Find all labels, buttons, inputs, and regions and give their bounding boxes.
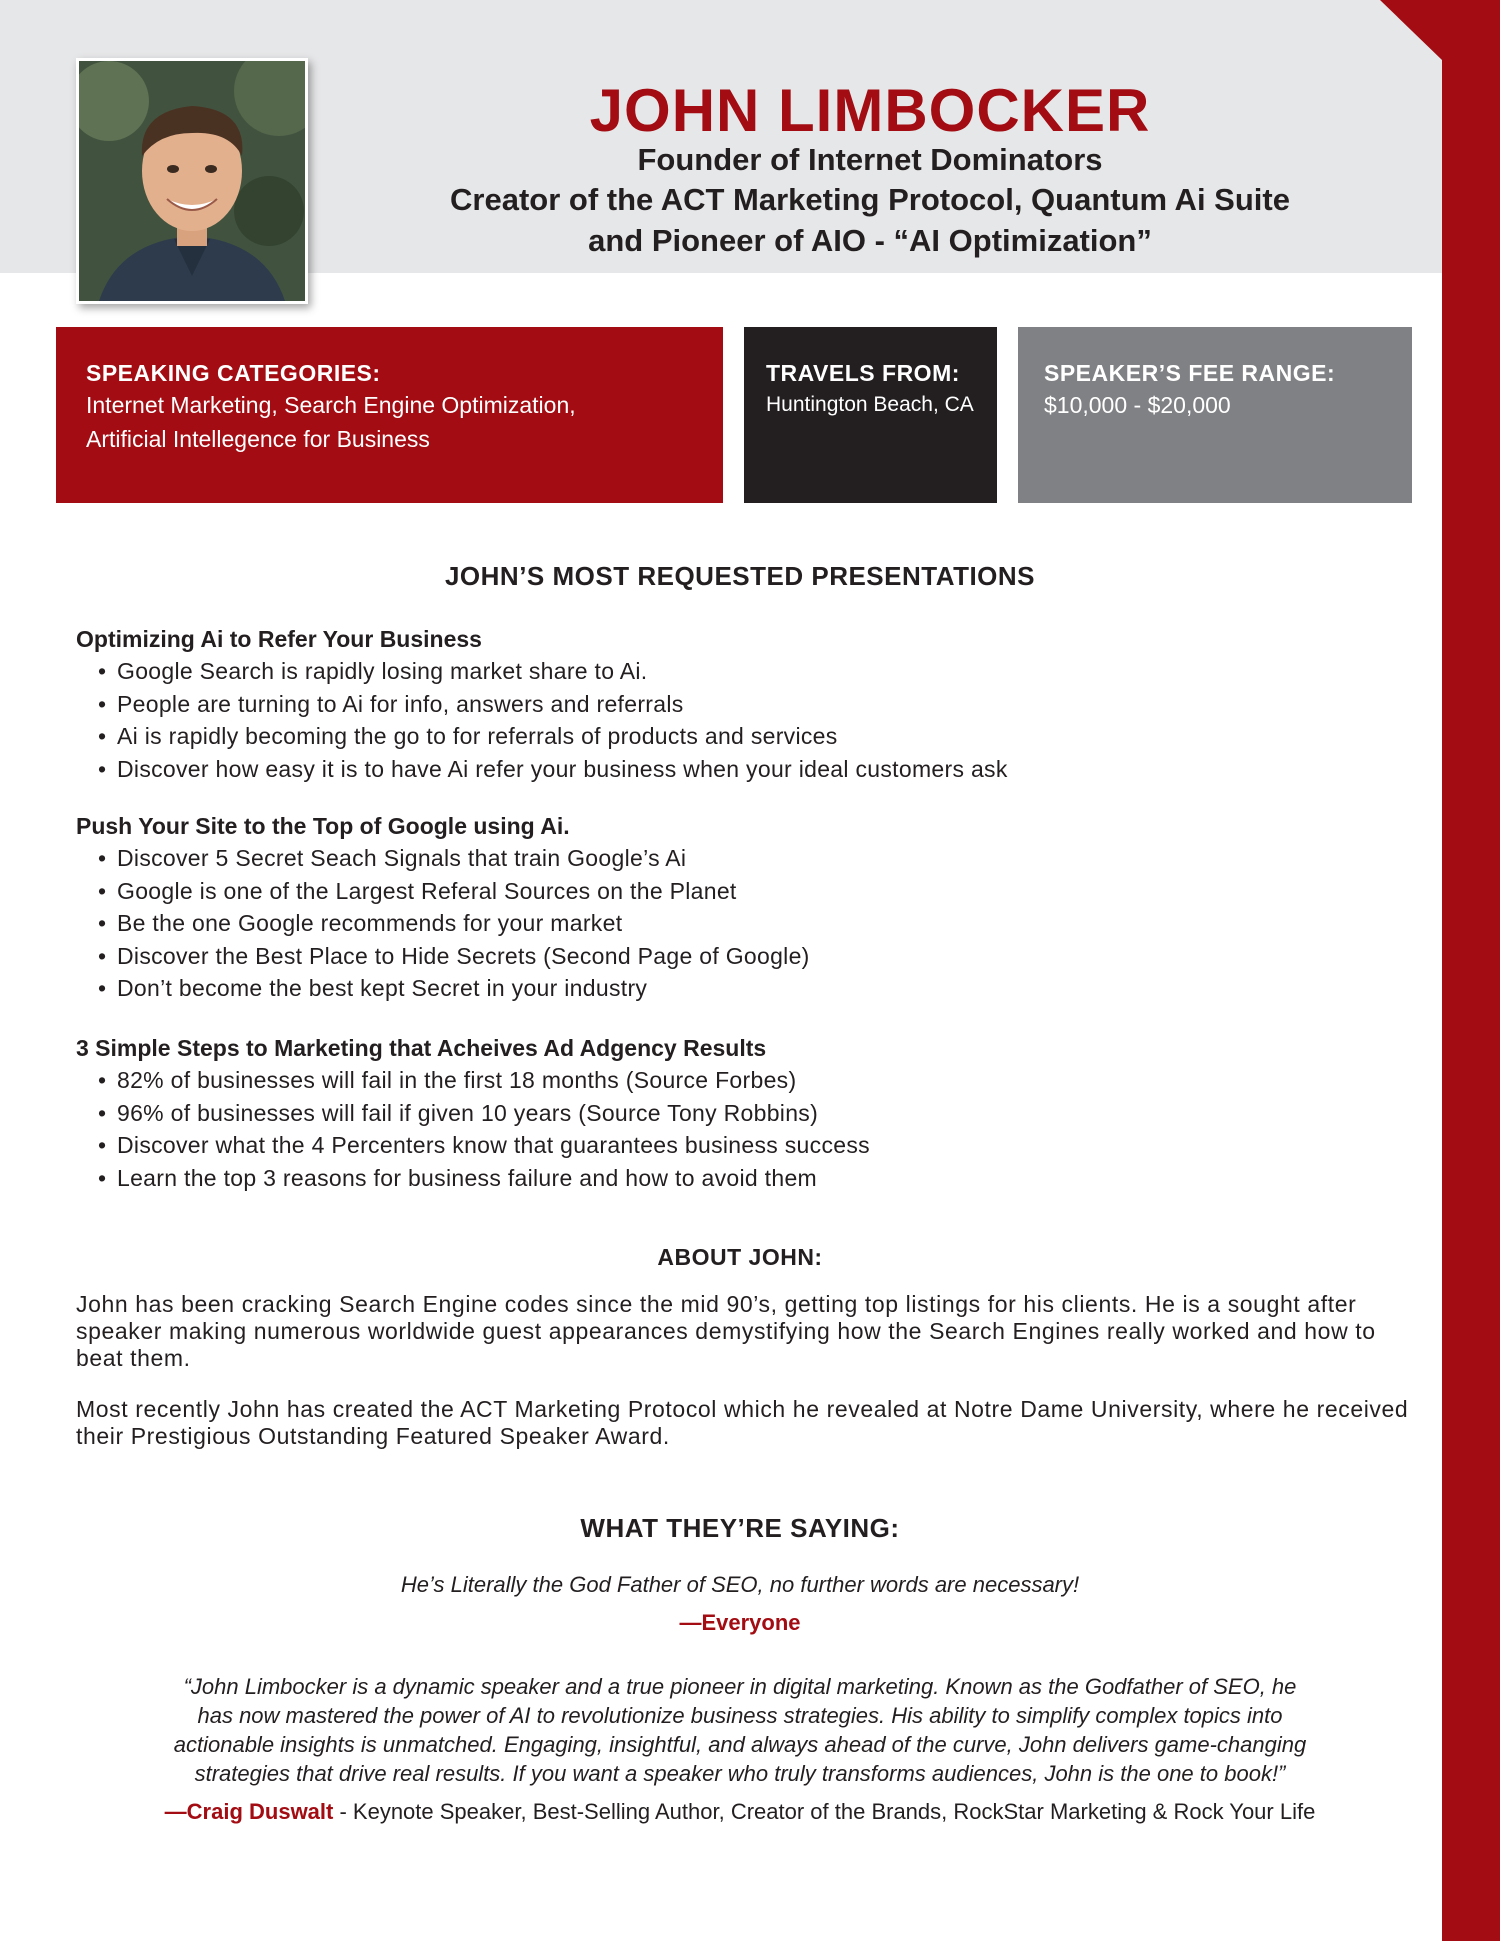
presentations-heading: JOHN’S MOST REQUESTED PRESENTATIONS (444, 561, 1036, 591)
list-item: • Discover how easy it is to have Ai refer your business when your ideal customers ask (98, 755, 1008, 782)
presentation-2 (76, 810, 1396, 1005)
list-item: • 82% of businesses will fail in the first 18 months (Source Forbes) (98, 1067, 797, 1093)
fee-range-value: $10,000 - $20,000 (1044, 392, 1231, 418)
fee-range-box (1018, 327, 1412, 503)
quote-line: has now mastered the power of AI to revolutionize business strategies. His ability to simplify complex topics into (197, 1703, 1283, 1728)
testimonial-quote-1: He’s Literally the God Father of SEO, no further words are necessary! (400, 1572, 1080, 1597)
subtitle-line-1: Founder of Internet Dominators (637, 142, 1103, 177)
testimonial-author-2: —Craig Duswalt (164, 1799, 334, 1824)
travels-from-label: TRAVELS FROM: (766, 360, 960, 386)
about-paragraph-2: Most recently John has created the ACT Marketing Protocol which he revealed at Notre Dame University, where he received their Prestigious Outstanding Featured Speaker Award. (76, 1396, 1409, 1449)
list-item: • Be the one Google recommends for your market (98, 910, 623, 936)
speaking-categories-line-2: Artificial Intellegence for Business (86, 426, 430, 452)
list-item: • Ai is rapidly becoming the go to for referrals of products and services (98, 723, 838, 749)
presentation-title: 3 Simple Steps to Marketing that Acheives Ad Adgency Results (76, 1035, 767, 1061)
about-heading: ABOUT JOHN: (657, 1244, 823, 1270)
speaker-photo (76, 58, 308, 304)
travels-from-box (744, 327, 997, 503)
speaking-categories-line-1: Internet Marketing, Search Engine Optimization, (86, 392, 576, 418)
travels-from-value: Huntington Beach, CA (766, 393, 974, 416)
list-item: • Don’t become the best kept Secret in your industry (98, 975, 648, 1001)
fee-range-label: SPEAKER’S FEE RANGE: (1044, 360, 1336, 386)
testimonial-quote-2 (96, 1672, 1384, 1788)
testimonials-heading: WHAT THEY’RE SAYING: (580, 1513, 900, 1543)
presentation-title: Push Your Site to the Top of Google using Ai. (76, 813, 570, 839)
subtitle-line-3: and Pioneer of AIO - “AI Optimization” (588, 223, 1152, 258)
quote-line: strategies that drive real results. If you want a speaker who truly transforms audiences, John is the one to book!” (194, 1761, 1286, 1786)
testimonial-attribution-2 (56, 1797, 1424, 1827)
subtitle-line-2: Creator of the ACT Marketing Protocol, Quantum Ai Suite (450, 182, 1290, 217)
about-paragraph-1: John has been cracking Search Engine codes since the mid 90’s, getting top listings for his clients. He is a sought after speaker making numerous worldwide guest appearances demystifying how the Search Engines really worked and how to beat them. (76, 1291, 1376, 1371)
list-item: • Google is one of the Largest Referal Sources on the Planet (98, 877, 737, 904)
list-item: • Learn the top 3 reasons for business failure and how to avoid them (98, 1164, 817, 1191)
list-item: • Discover what the 4 Percenters know that guarantees business success (98, 1132, 870, 1158)
corner-accent (1380, 0, 1500, 60)
speaker-name: JOHN LIMBOCKER (589, 77, 1151, 144)
presentation-3 (76, 1032, 1396, 1194)
list-item: • Discover the Best Place to Hide Secrets (Second Page of Google) (98, 942, 810, 969)
list-item: • 96% of businesses will fail if given 10 years (Source Tony Robbins) (98, 1099, 819, 1126)
side-accent-bar (1442, 58, 1500, 1941)
quote-line: actionable insights is unmatched. Engaging, insightful, and always ahead of the curve, John delivers game-changing (173, 1732, 1307, 1757)
testimonial-author-1: —Everyone (679, 1610, 801, 1635)
speaking-categories-label: SPEAKING CATEGORIES: (86, 360, 381, 386)
list-item: • Discover 5 Secret Seach Signals that train Google’s Ai (98, 845, 687, 871)
list-item: • People are turning to Ai for info, answers and referrals (98, 690, 684, 717)
list-item: • Google Search is rapidly losing market share to Ai. (98, 658, 648, 684)
quote-line: “John Limbocker is a dynamic speaker and a true pioneer in digital marketing. Known as the Godfather of SEO, he (183, 1674, 1297, 1699)
presentation-title: Optimizing Ai to Refer Your Business (76, 626, 482, 652)
presentation-1 (76, 623, 1396, 785)
speaking-categories-box (56, 327, 723, 503)
testimonial-credit-2: - Keynote Speaker, Best-Selling Author, Creator of the Brands, RockStar Marketing & Rock Your Life (333, 1799, 1316, 1824)
